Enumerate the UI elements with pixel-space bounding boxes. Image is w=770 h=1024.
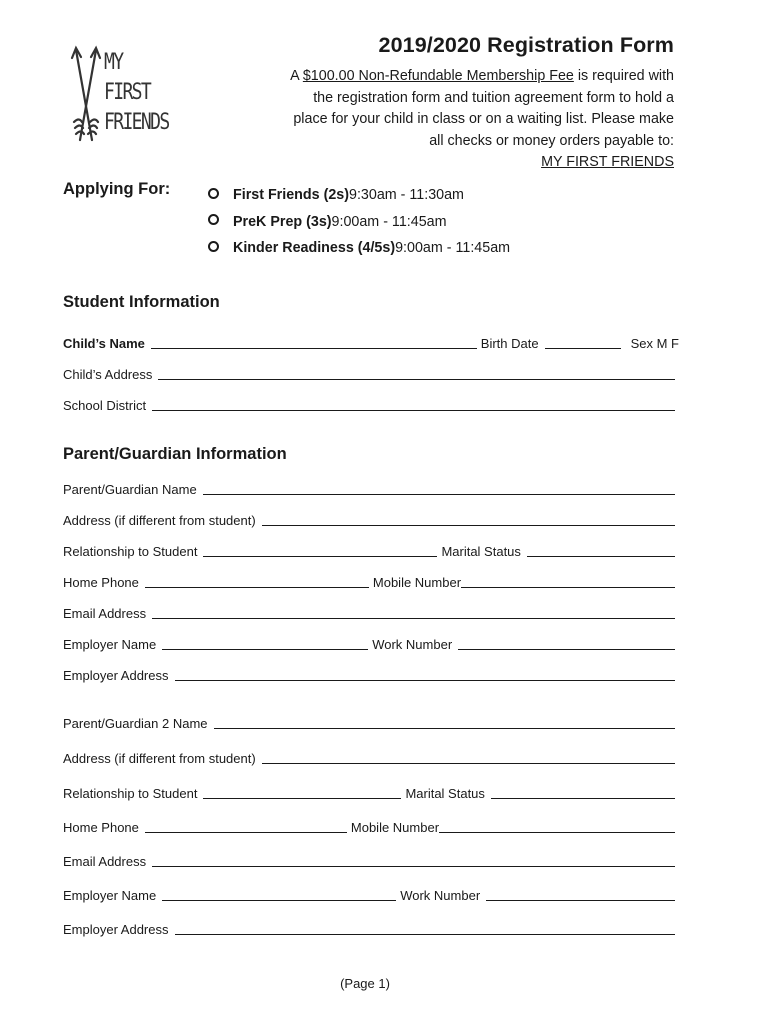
guardian2-name-label: Parent/Guardian 2 Name bbox=[63, 716, 208, 731]
birth-date-label: Birth Date bbox=[480, 336, 539, 351]
guardian2-employer-row bbox=[63, 888, 679, 903]
guardian2-address-field[interactable] bbox=[262, 762, 675, 764]
guardian2-mobile-number-label: Mobile Number bbox=[350, 820, 440, 835]
guardian2-marital-status-label: Marital Status bbox=[405, 786, 485, 801]
guardian2-relationship-row bbox=[63, 786, 679, 801]
guardian-relationship-row bbox=[63, 544, 679, 559]
guardian-address-field[interactable] bbox=[262, 524, 675, 526]
guardian-name-field[interactable] bbox=[203, 493, 675, 495]
child-name-label: Child’s Name bbox=[63, 336, 145, 351]
guardian-address-label: Address (if different from student) bbox=[63, 513, 256, 528]
guardian2-employer-name-field[interactable] bbox=[162, 899, 396, 901]
child-name-row bbox=[63, 336, 679, 351]
guardian2-employer-address-field[interactable] bbox=[175, 933, 676, 935]
employer-address-label: Employer Address bbox=[63, 668, 169, 683]
form-title: 2019/2020 Registration Form bbox=[378, 33, 674, 57]
home-phone-field[interactable] bbox=[145, 586, 369, 588]
guardian-address-row bbox=[63, 513, 679, 528]
guardian2-email-row bbox=[63, 854, 679, 869]
fee-line: MY FIRST FRIENDS bbox=[541, 154, 674, 171]
parent-info-heading: Parent/Guardian Information bbox=[63, 445, 287, 463]
child-address-label: Child’s Address bbox=[63, 367, 153, 382]
guardian2-marital-status-field[interactable] bbox=[491, 797, 675, 799]
radio-circle-icon[interactable] bbox=[208, 214, 219, 225]
guardian2-name-row bbox=[63, 716, 679, 731]
guardian-phone-row bbox=[63, 575, 679, 590]
work-number-label: Work Number bbox=[372, 637, 453, 652]
page-number: (Page 1) bbox=[340, 976, 390, 991]
logo-text: MY FIRST FRIENDS bbox=[104, 50, 169, 135]
logo bbox=[70, 42, 180, 147]
sex-label: Sex M F bbox=[630, 336, 679, 351]
child-name-field[interactable] bbox=[151, 347, 477, 349]
program-option-first-friends[interactable]: First Friends (2s) 9:30am - 11:30am bbox=[208, 182, 510, 209]
guardian2-email-label: Email Address bbox=[63, 854, 147, 869]
school-district-label: School District bbox=[63, 398, 147, 413]
program-options bbox=[208, 182, 510, 262]
guardian2-address-row bbox=[63, 751, 679, 766]
guardian2-home-phone-label: Home Phone bbox=[63, 820, 139, 835]
guardian2-email-field[interactable] bbox=[152, 865, 675, 867]
program-option-prek-prep[interactable]: PreK Prep (3s) 9:00am - 11:45am bbox=[208, 209, 510, 236]
guardian2-employer-address-row bbox=[63, 922, 679, 937]
fee-line: the registration form and tuition agreement form to hold a bbox=[313, 89, 674, 106]
membership-fee-notice bbox=[234, 66, 674, 174]
school-district-field[interactable] bbox=[152, 409, 675, 411]
child-address-field[interactable] bbox=[158, 378, 675, 380]
program-option-kinder-readiness[interactable]: Kinder Readiness (4/5s) 9:00am - 11:45am bbox=[208, 235, 510, 262]
radio-circle-icon[interactable] bbox=[208, 188, 219, 199]
fee-line: A $100.00 Non-Refundable Membership Fee is required with bbox=[290, 68, 674, 84]
guardian2-work-number-field[interactable] bbox=[486, 899, 675, 901]
relationship-field[interactable] bbox=[203, 555, 437, 557]
marital-status-field[interactable] bbox=[527, 555, 675, 557]
email-field[interactable] bbox=[152, 617, 675, 619]
employer-address-field[interactable] bbox=[175, 679, 676, 681]
guardian-name-row bbox=[63, 482, 679, 497]
guardian-employer-row bbox=[63, 637, 679, 652]
child-address-row bbox=[63, 367, 679, 382]
student-info-heading: Student Information bbox=[63, 293, 220, 311]
fee-line: all checks or money orders payable to: bbox=[429, 132, 674, 149]
guardian2-phone-row bbox=[63, 820, 679, 835]
guardian-employer-address-row bbox=[63, 668, 679, 683]
guardian-name-label: Parent/Guardian Name bbox=[63, 482, 197, 497]
mobile-number-label: Mobile Number bbox=[372, 575, 462, 590]
guardian2-mobile-number-field[interactable] bbox=[439, 831, 675, 833]
guardian2-work-number-label: Work Number bbox=[400, 888, 481, 903]
marital-status-label: Marital Status bbox=[441, 544, 521, 559]
guardian2-employer-address-label: Employer Address bbox=[63, 922, 169, 937]
guardian-email-row bbox=[63, 606, 679, 621]
school-district-row bbox=[63, 398, 679, 413]
fee-line: place for your child in class or on a waiting list. Please make bbox=[293, 111, 674, 128]
guardian2-home-phone-field[interactable] bbox=[145, 831, 347, 833]
employer-name-field[interactable] bbox=[162, 648, 368, 650]
guardian2-name-field[interactable] bbox=[214, 727, 675, 729]
radio-circle-icon[interactable] bbox=[208, 241, 219, 252]
guardian2-address-label: Address (if different from student) bbox=[63, 751, 256, 766]
home-phone-label: Home Phone bbox=[63, 575, 139, 590]
guardian2-relationship-label: Relationship to Student bbox=[63, 786, 198, 801]
email-label: Email Address bbox=[63, 606, 147, 621]
guardian2-employer-name-label: Employer Name bbox=[63, 888, 157, 903]
mobile-number-field[interactable] bbox=[461, 586, 675, 588]
work-number-field[interactable] bbox=[458, 648, 675, 650]
birth-date-field[interactable] bbox=[545, 347, 621, 349]
applying-for-label: Applying For: bbox=[63, 180, 171, 198]
relationship-label: Relationship to Student bbox=[63, 544, 198, 559]
guardian2-relationship-field[interactable] bbox=[203, 797, 401, 799]
employer-name-label: Employer Name bbox=[63, 637, 157, 652]
